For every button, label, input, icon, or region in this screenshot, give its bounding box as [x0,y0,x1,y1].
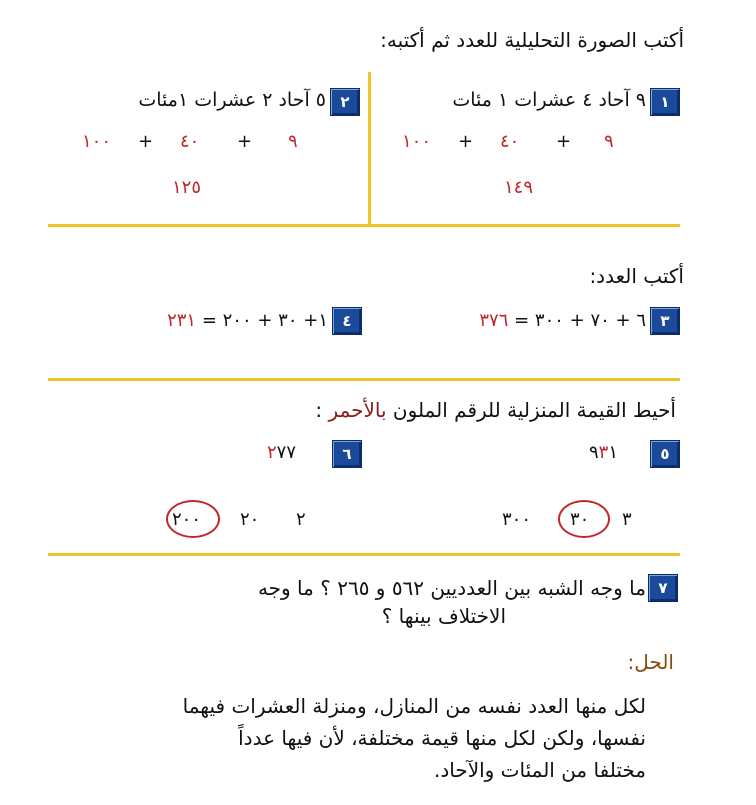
exercise-badge-2: ٢ [330,88,360,116]
ex1-ones-term: ٩ [604,131,614,152]
ex5-option-tens[interactable]: ٣٠ [570,509,590,530]
ex2-plus-2: + [138,131,154,152]
exercise-badge-3: ٣ [650,307,680,335]
section-divider-2 [48,378,680,381]
ex6-option-hundreds[interactable]: ٢٠٠ [172,509,202,530]
ex1-hundreds-term: ١٠٠ [402,131,432,152]
ex2-hundreds-term: ١٠٠ [82,131,112,152]
ex6-option-ones[interactable]: ٢ [296,509,306,530]
section-divider-3 [48,553,680,556]
ex5-number-red: ٣ [598,442,609,463]
ex6-number-post: ٧٧ [276,442,296,463]
ex3-expression [479,309,646,333]
instruction-circle-main: أحيط القيمة المنزلية للرقم الملون [386,398,676,422]
instruction-analytic: أكتب الصورة التحليلية للعدد ثم أكتبه: [380,28,684,52]
instruction-circle [315,398,676,422]
exercise-badge-4: ٤ [332,307,362,335]
ex5-number-post: ١ [608,442,618,463]
ex1-plus-1: + [556,131,572,152]
ex5-number [589,441,618,465]
ex1-tens-term: ٤٠ [500,131,520,152]
compare-question-line1: ما وجه الشبه بين العدديين ٥٦٢ و ٢٦٥ ؟ ما وجه [257,576,646,600]
answer-line3: مختلفا من المئات والآحاد. [433,758,646,782]
ex5-option-hundreds[interactable]: ٣٠٠ [502,509,532,530]
ex3-expr: ٦ + ٧٠ + ٣٠٠ = [508,310,646,331]
instruction-number: أكتب العدد: [589,264,684,288]
ex2-result: ١٢٥ [172,177,202,198]
section-divider-1 [48,224,680,227]
ex4-expression [167,309,328,333]
answer-line2: نفسها، ولكن لكل منها قيمة مختلفة، لأن فيها عدداً [238,726,646,750]
ex5-number-pre: ٩ [588,442,599,463]
exercise-badge-6: ٦ [332,440,362,468]
compare-question-line2: الاختلاف بينها ؟ [381,604,506,628]
instruction-circle-red: بالأحمر [328,398,387,422]
ex2-tens-term: ٤٠ [180,131,200,152]
ex2-plus-1: + [237,131,253,152]
vertical-divider [368,72,371,224]
ex5-option-ones[interactable]: ٣ [622,509,632,530]
exercise-badge-1: ١ [650,88,680,116]
ex6-number [267,441,296,465]
ex4-expr: ١+ ٣٠ + ٢٠٠ = [196,310,328,331]
ex3-answer: ٣٧٦ [479,310,509,331]
ex4-answer: ٢٣١ [167,310,197,331]
ex6-option-tens[interactable]: ٢٠ [240,509,260,530]
ex2-ones-term: ٩ [288,131,298,152]
ex6-number-red: ٢ [266,442,277,463]
instruction-circle-end: : [315,398,329,422]
exercise-badge-5: ٥ [650,440,680,468]
solution-label: الحل: [627,650,674,674]
answer-line1: لكل منها العدد نفسه من المنازل، ومنزلة العشرات فيهما [182,694,646,718]
exercise-badge-7: ٧ [648,574,678,602]
ex1-plus-2: + [458,131,474,152]
ex1-place-values: ٩ آحاد ٤ عشرات ١ مئات [452,89,646,111]
ex1-result: ١٤٩ [504,177,534,198]
ex2-place-values: ٥ آحاد ٢ عشرات ١مئات [138,89,326,111]
